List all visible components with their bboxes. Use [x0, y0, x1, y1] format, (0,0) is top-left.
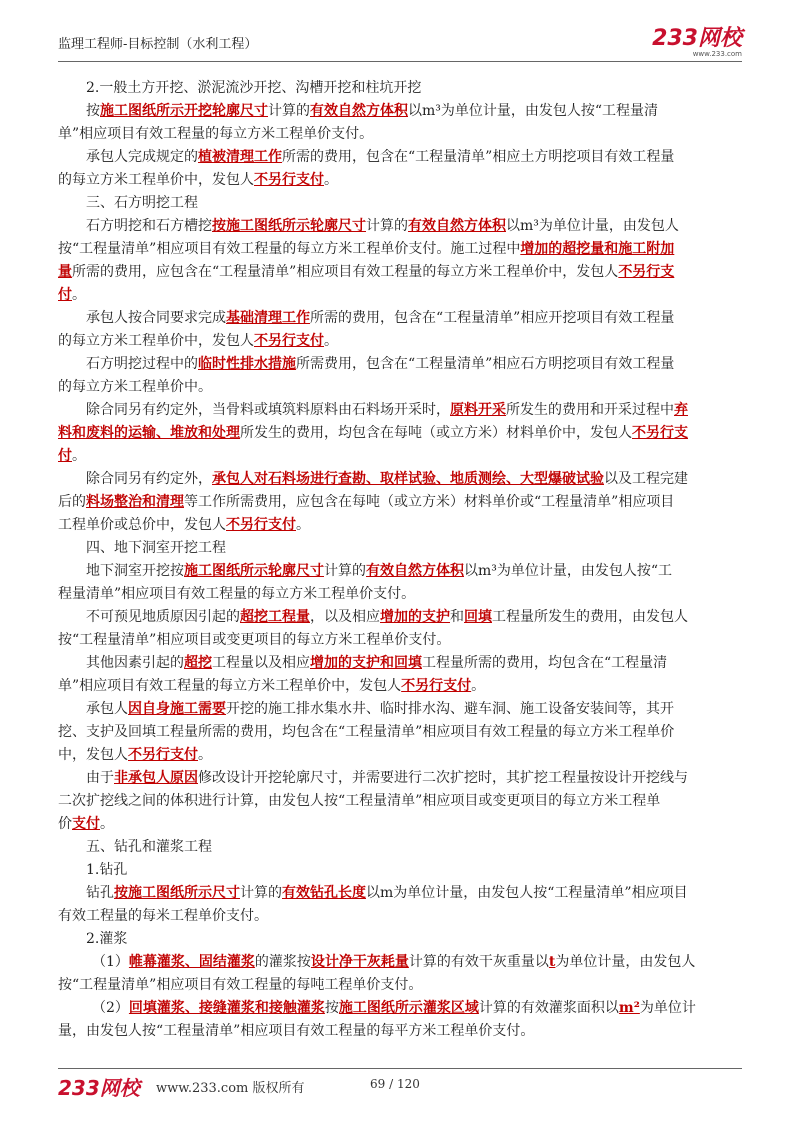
text-segment: 由于: [86, 770, 114, 786]
text-line: [86, 469, 688, 489]
text-segment: 工程量所发生的费用，由发包人: [492, 609, 688, 625]
key-term: 植被清理工作: [198, 149, 282, 165]
footer-divider: [58, 1068, 742, 1069]
footer-logo: 233网校: [58, 1076, 140, 1100]
text-segment: 。: [324, 333, 338, 349]
footer-copyright: www.233.com 版权所有: [156, 1081, 305, 1096]
text-segment: 。: [471, 678, 486, 694]
text-line: [58, 446, 86, 466]
text-line: [58, 515, 310, 535]
text-line: [86, 216, 679, 236]
text-segment: 石方明挖过程中的: [86, 356, 198, 372]
page-header: [58, 28, 742, 58]
text-segment: 2.一般土方开挖、淤泥流沙开挖、沟槽开挖和柱坑开挖: [86, 80, 422, 96]
brand-logo: [652, 28, 742, 58]
text-segment: 的灌浆按: [254, 954, 311, 970]
text-segment: 的每立方米工程单价中，发包人: [58, 172, 254, 188]
text-segment: 三、石方明挖工程: [86, 195, 198, 211]
text-line: [58, 377, 212, 397]
key-term: 增加的支护: [380, 609, 450, 625]
text-line: [92, 952, 695, 972]
key-term: 帷幕灌浆、固结灌浆: [128, 954, 255, 970]
key-term: m²: [618, 1000, 640, 1016]
text-line: [86, 837, 212, 857]
key-term: 按施工图纸所示尺寸: [114, 885, 240, 901]
key-term: 支付: [72, 816, 100, 832]
key-term: 量: [58, 264, 72, 280]
text-segment: 所需的费用，包含在“工程量清单”相应土方明挖项目有效工程量: [282, 149, 675, 165]
text-segment: 计算的: [366, 218, 408, 234]
text-line: [58, 630, 450, 650]
text-segment: 计算的: [240, 885, 282, 901]
key-term: 有效钻孔长度: [282, 885, 366, 901]
key-term: 有效自然方体积: [310, 103, 408, 119]
text-line: [86, 78, 421, 98]
header-divider: [58, 61, 742, 62]
text-segment: 二次扩挖线之间的体积进行计算，由发包人按“工程量清单”相应项目或变更项目的每立方米工程单: [58, 793, 661, 809]
text-line: [86, 768, 688, 788]
text-line: [86, 929, 127, 949]
text-segment: 钻孔: [86, 885, 114, 901]
text-line: [86, 308, 674, 328]
text-line: [92, 998, 696, 1018]
text-segment: 中，发包人: [58, 747, 128, 763]
key-term: 不另行支付: [226, 517, 296, 533]
text-line: [86, 147, 674, 167]
text-segment: 价: [58, 816, 72, 832]
key-term: 料场整治和清理: [86, 494, 184, 510]
text-segment: 挖、支护及回填工程量所需的费用，均包含在“工程量清单”相应项目有效工程量的每立方米工程单价: [58, 724, 675, 740]
text-segment: 按“工程量清单”相应项目有效工程量的每立方米工程单价支付。施工过程中: [58, 241, 521, 257]
text-line: [58, 814, 114, 834]
key-term: 料和废料的运输、堆放和处理: [58, 425, 240, 441]
key-term: 承包人对石料场进行查勘、取样试验、地质测绘、大型爆破试验: [212, 471, 604, 487]
key-term: 增加的超挖量和施工附加: [520, 241, 675, 257]
page-number: 69 / 120: [370, 1077, 420, 1091]
text-line: [86, 860, 127, 880]
logo-url: www.233.com: [692, 50, 742, 58]
text-segment: 按“工程量清单”相应项目有效工程量的每吨工程单价支付。: [58, 977, 423, 993]
key-term: 非承包人原因: [114, 770, 198, 786]
text-segment: 。: [100, 816, 114, 832]
text-segment: 以m³为单位计量，由发包人按“工程量清: [408, 103, 659, 119]
key-term: 不另行支: [632, 425, 688, 441]
text-line: [86, 699, 674, 719]
text-line: [58, 239, 674, 259]
text-segment: （1）: [92, 954, 129, 970]
text-line: [86, 653, 667, 673]
text-segment: 计算的有效灌浆面积以: [478, 1000, 619, 1016]
text-segment: 的每立方米工程单价中。: [58, 379, 212, 395]
text-segment: 开挖的施工排水集水井、临时排水沟、避车洞、施工设备安装间等，其开: [226, 701, 674, 717]
text-segment: 。: [296, 517, 310, 533]
logo-text: 233网校: [652, 26, 742, 51]
key-term: 有效自然方体积: [408, 218, 506, 234]
text-segment: 所需的费用，包含在“工程量清单”相应开挖项目有效工程量: [310, 310, 675, 326]
text-segment: 按“工程量清单”相应项目或变更项目的每立方米工程单价支付。: [58, 632, 451, 648]
text-line: [58, 285, 86, 305]
text-segment: 不可预见地质原因引起的: [86, 609, 240, 625]
key-term: 原料开采: [450, 402, 506, 418]
key-term: t: [548, 954, 556, 970]
key-term: 弃: [674, 402, 688, 418]
key-term: 增加的支护和回填: [310, 655, 422, 671]
text-line: [58, 975, 422, 995]
text-segment: 所发生的费用，均包含在每吨（或立方米）材料单价中，发包人: [240, 425, 632, 441]
key-term: 不另行支付: [254, 172, 324, 188]
text-segment: 按: [86, 103, 100, 119]
text-segment: ，以及相应: [310, 609, 380, 625]
text-line: [58, 1021, 534, 1041]
text-line: [58, 722, 674, 742]
text-segment: 量，由发包人按“工程量清单”相应项目有效工程量的每平方米工程单价支付。: [58, 1023, 535, 1039]
text-segment: 。: [324, 172, 338, 188]
key-term: 设计净干灰耗量: [310, 954, 409, 970]
text-line: [86, 538, 226, 558]
header-title: 监理工程师-目标控制（水利工程）: [58, 37, 258, 52]
text-segment: 计算的: [268, 103, 310, 119]
text-segment: 程量清单”相应项目有效工程量的每立方米工程单价支付。: [58, 586, 416, 602]
text-segment: 等工作所需费用，应包含在每吨（或立方米）材料单价或“工程量清单”相应项目: [184, 494, 675, 510]
text-segment: 除合同另有约定外，: [86, 471, 212, 487]
text-segment: 工程量所需的费用，均包含在“工程量清: [422, 655, 668, 671]
text-segment: 以m³为单位计量，由发包人按“工: [464, 563, 673, 579]
key-term: 付: [58, 287, 72, 303]
key-term: 超挖工程量: [240, 609, 310, 625]
text-line: [58, 492, 674, 512]
key-term: 回填灌浆、接缝灌浆和接触灌浆: [128, 1000, 325, 1016]
text-segment: 承包人按合同要求完成: [86, 310, 226, 326]
key-term: 基础清理工作: [226, 310, 310, 326]
text-segment: 所需费用，包含在“工程量清单”相应石方明挖项目有效工程量: [296, 356, 675, 372]
text-segment: 和: [450, 609, 464, 625]
text-segment: 承包人: [86, 701, 128, 717]
text-segment: 。: [198, 747, 212, 763]
key-term: 不另行支付: [254, 333, 324, 349]
text-line: [58, 124, 373, 144]
text-segment: 的每立方米工程单价中，发包人: [58, 333, 254, 349]
text-segment: 后的: [58, 494, 86, 510]
text-segment: 。: [72, 287, 86, 303]
key-term: 回填: [464, 609, 492, 625]
text-segment: 为单位计量，由发包人: [555, 954, 696, 970]
text-line: [58, 906, 268, 926]
text-segment: 计算的: [324, 563, 366, 579]
text-segment: 除合同另有约定外，当骨料或填筑料原料由石料场开采时，: [86, 402, 450, 418]
text-segment: 为单位计: [639, 1000, 696, 1016]
text-segment: 其他因素引起的: [86, 655, 184, 671]
text-line: [86, 883, 688, 903]
text-segment: 以m³为单位计量，由发包人: [506, 218, 679, 234]
text-line: [86, 101, 658, 121]
text-segment: 工程单价或总价中，发包人: [58, 517, 226, 533]
text-line: [58, 584, 415, 604]
text-segment: 五、钻孔和灌浆工程: [86, 839, 212, 855]
key-term: 施工图纸所示轮廓尺寸: [184, 563, 324, 579]
text-line: [86, 354, 674, 374]
text-line: [58, 423, 688, 443]
text-segment: 以及工程完建: [604, 471, 688, 487]
text-segment: 工程量以及相应: [212, 655, 310, 671]
key-term: 超挖: [184, 655, 212, 671]
text-line: [86, 400, 688, 420]
text-segment: 石方明挖和石方槽挖: [86, 218, 212, 234]
key-term: 有效自然方体积: [366, 563, 464, 579]
text-segment: 单”相应项目有效工程量的每立方米工程单价支付。: [58, 126, 374, 142]
text-segment: 地下洞室开挖按: [86, 563, 184, 579]
text-line: [86, 193, 198, 213]
text-segment: 修改设计开挖轮廓尺寸，并需要进行二次扩挖时，其扩挖工程量按设计开挖线与: [198, 770, 688, 786]
text-line: [58, 745, 212, 765]
text-segment: 计算的有效干灰重量以: [408, 954, 549, 970]
text-segment: 以m为单位计量，由发包人按“工程量清单”相应项目: [366, 885, 688, 901]
text-segment: 按: [324, 1000, 339, 1016]
text-line: [58, 331, 338, 351]
text-segment: 所发生的费用和开采过程中: [506, 402, 674, 418]
key-term: 不另行支付: [401, 678, 472, 694]
text-line: [58, 262, 674, 282]
text-segment: （2）: [92, 1000, 129, 1016]
text-segment: 四、地下洞室开挖工程: [86, 540, 226, 556]
text-line: [58, 791, 660, 811]
text-line: [86, 561, 672, 581]
text-segment: 所需的费用，应包含在“工程量清单”相应项目有效工程量的每立方米工程单价中，发包人: [72, 264, 619, 280]
text-segment: 2.灌浆: [86, 931, 128, 947]
key-term: 施工图纸所示开挖轮廓尺寸: [100, 103, 268, 119]
key-term: 付: [58, 448, 72, 464]
text-line: [58, 676, 485, 696]
text-segment: 有效工程量的每米工程单价支付。: [58, 908, 268, 924]
key-term: 按施工图纸所示轮廓尺寸: [212, 218, 366, 234]
text-segment: 。: [72, 448, 86, 464]
text-segment: 单”相应项目有效工程量的每立方米工程单价中，发包人: [58, 678, 402, 694]
key-term: 不另行支: [618, 264, 675, 280]
key-term: 临时性排水措施: [198, 356, 296, 372]
text-line: [86, 607, 688, 627]
key-term: 施工图纸所示灌浆区域: [338, 1000, 479, 1016]
text-segment: 承包人完成规定的: [86, 149, 198, 165]
page-footer: [58, 1072, 742, 1100]
text-line: [58, 170, 338, 190]
key-term: 不另行支付: [128, 747, 198, 763]
key-term: 因自身施工需要: [128, 701, 226, 717]
text-segment: 1.钻孔: [86, 862, 128, 878]
